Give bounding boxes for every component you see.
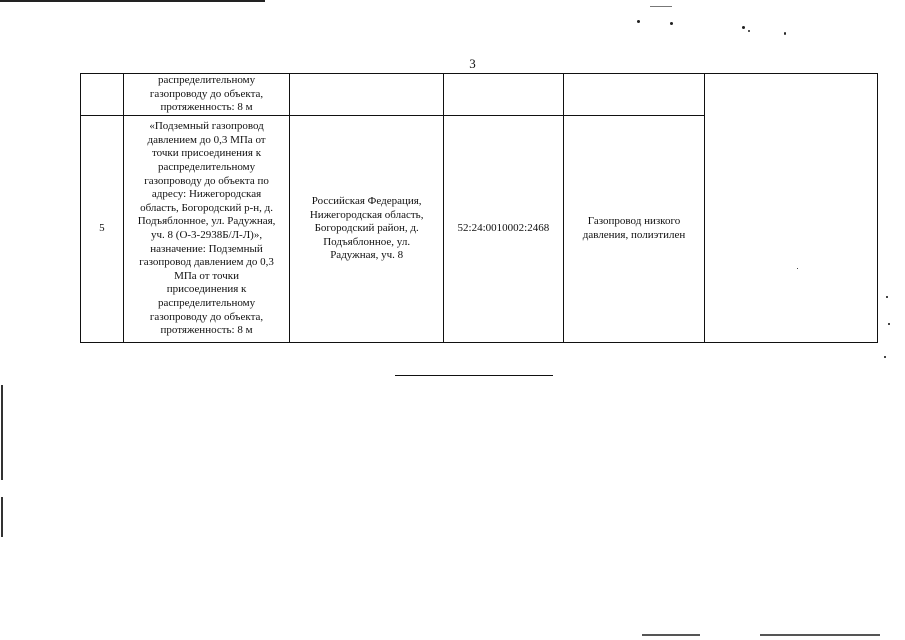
table-cell-characteristics: [563, 74, 704, 116]
scan-dot: [886, 296, 888, 298]
scan-artifact-top-dash: [650, 6, 672, 7]
table-cell-object-name: «Подземный газопровод давлением до 0,3 МПа от точки присоединения к распределительному газопроводу до объекта по адресу: Нижегородская область, Богородский р-н, д. Подъяблонное, ул. Радужная, уч. 8 (О-3-2938Б/Л-Л)», назначение: Подземный газопровод давлением до 0,3 МПа от точки присоединения к распределительному газопроводу до объекта, протяженность: 8 м: [123, 116, 290, 343]
scan-dot: [670, 22, 673, 25]
scan-artifact-left-margin: [1, 385, 3, 480]
table-cell-cadastral-number: 52:24:0010002:2468: [443, 116, 563, 343]
scan-dot: [797, 268, 798, 269]
scan-dot: [748, 30, 750, 32]
table-cell-number: [81, 74, 124, 116]
objects-table: [80, 73, 878, 343]
scan-dot: [784, 32, 786, 35]
page-number: 3: [469, 56, 476, 71]
table-row: [81, 74, 878, 116]
table-cell-object-name: распределительному газопроводу до объекта, протяженность: 8 м: [123, 74, 290, 116]
scan-artifact-bottom-line: [642, 634, 700, 636]
scan-dot: [888, 323, 890, 325]
table-cell-extra: [705, 74, 878, 343]
scan-artifact-top-line: [0, 0, 265, 2]
scan-artifact-left-margin: [1, 497, 3, 537]
table-cell-number: 5: [81, 116, 124, 343]
scan-dot: [742, 26, 745, 29]
table-cell-cadastral-number: [443, 74, 563, 116]
scan-artifact-bottom-line: [760, 634, 880, 636]
end-of-document-rule: [395, 375, 553, 376]
table-cell-address: Российская Федерация, Нижегородская область, Богородский район, д. Подъяблонное, ул. Радужная, уч. 8: [290, 116, 444, 343]
table-cell-address: [290, 74, 444, 116]
scan-dot: [884, 356, 886, 358]
table-cell-characteristics: Газопровод низкого давления, полиэтилен: [563, 116, 704, 343]
scan-dot: [637, 20, 640, 23]
